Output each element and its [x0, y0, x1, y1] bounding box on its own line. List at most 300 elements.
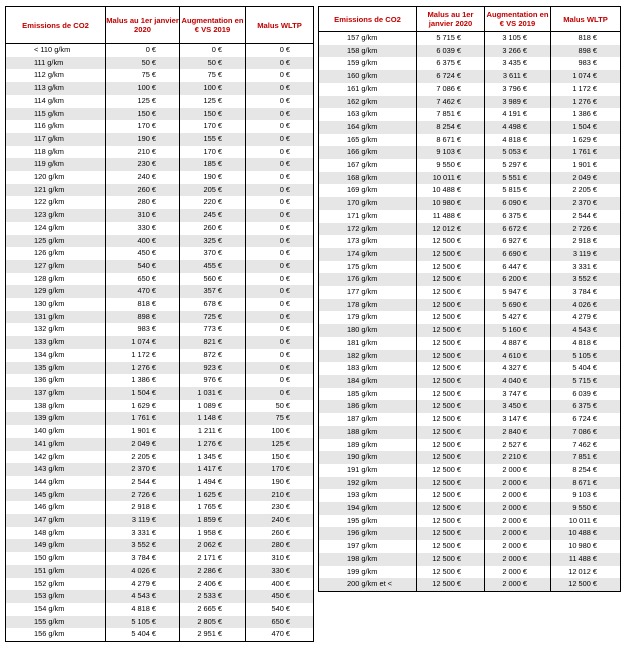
table-row — [319, 235, 621, 248]
cell-emissions: 200 g/km et < — [319, 578, 417, 591]
cell-augmentation: 2 665 € — [180, 603, 246, 616]
cell-emissions: 189 g/km — [319, 439, 417, 452]
table-row — [319, 96, 621, 109]
cell-augmentation: 220 € — [180, 196, 246, 209]
cell-malus-wltp: 1 386 € — [551, 108, 621, 121]
cell-emissions: 123 g/km — [6, 209, 106, 222]
cell-malus-wltp: 0 € — [246, 158, 314, 171]
cell-malus-2020: 12 500 € — [417, 502, 485, 515]
table-body-left — [6, 44, 314, 642]
cell-emissions: 130 g/km — [6, 298, 106, 311]
table-row — [319, 426, 621, 439]
cell-malus-2020: 6 375 € — [417, 57, 485, 70]
cell-emissions: 137 g/km — [6, 387, 106, 400]
cell-malus-2020: 1 901 € — [106, 425, 180, 438]
cell-malus-2020: 12 500 € — [417, 451, 485, 464]
cell-malus-wltp: 7 462 € — [551, 439, 621, 452]
cell-malus-2020: 12 500 € — [417, 286, 485, 299]
cell-emissions: 126 g/km — [6, 247, 106, 260]
cell-malus-2020: 2 726 € — [106, 489, 180, 502]
cell-malus-2020: 12 500 € — [417, 489, 485, 502]
table-row — [319, 108, 621, 121]
cell-malus-2020: 12 500 € — [417, 413, 485, 426]
cell-malus-2020: 12 500 € — [417, 515, 485, 528]
table-row — [6, 463, 314, 476]
cell-emissions: 174 g/km — [319, 248, 417, 261]
cell-malus-wltp: 11 488 € — [551, 553, 621, 566]
cell-malus-wltp: 0 € — [246, 133, 314, 146]
cell-augmentation: 260 € — [180, 222, 246, 235]
cell-augmentation: 1 031 € — [180, 387, 246, 400]
table-row — [6, 336, 314, 349]
cell-malus-2020: 12 500 € — [417, 426, 485, 439]
table-row — [319, 32, 621, 45]
cell-malus-wltp: 450 € — [246, 590, 314, 603]
table-row — [319, 527, 621, 540]
cell-malus-wltp: 9 103 € — [551, 489, 621, 502]
cell-emissions: 167 g/km — [319, 159, 417, 172]
cell-malus-2020: 330 € — [106, 222, 180, 235]
cell-augmentation: 2 951 € — [180, 628, 246, 641]
cell-augmentation: 4 610 € — [485, 350, 551, 363]
cell-emissions: 190 g/km — [319, 451, 417, 464]
cell-augmentation: 3 450 € — [485, 400, 551, 413]
cell-malus-2020: 2 918 € — [106, 501, 180, 514]
cell-emissions: 161 g/km — [319, 83, 417, 96]
cell-augmentation: 1 345 € — [180, 451, 246, 464]
cell-augmentation: 100 € — [180, 82, 246, 95]
cell-malus-2020: 898 € — [106, 311, 180, 324]
table-row — [319, 261, 621, 274]
cell-augmentation: 2 000 € — [485, 527, 551, 540]
table-row — [319, 248, 621, 261]
cell-malus-wltp: 310 € — [246, 552, 314, 565]
cell-malus-2020: 12 500 € — [417, 527, 485, 540]
cell-malus-2020: 4 543 € — [106, 590, 180, 603]
cell-emissions: 124 g/km — [6, 222, 106, 235]
table-row — [319, 477, 621, 490]
cell-emissions: 180 g/km — [319, 324, 417, 337]
cell-emissions: 118 g/km — [6, 146, 106, 159]
table-row — [6, 209, 314, 222]
cell-emissions: 127 g/km — [6, 260, 106, 273]
cell-augmentation: 2 000 € — [485, 553, 551, 566]
cell-augmentation: 5 947 € — [485, 286, 551, 299]
cell-emissions: 148 g/km — [6, 527, 106, 540]
cell-malus-wltp: 2 918 € — [551, 235, 621, 248]
cell-augmentation: 2 171 € — [180, 552, 246, 565]
table-row — [319, 451, 621, 464]
cell-emissions: 168 g/km — [319, 172, 417, 185]
cell-emissions: 195 g/km — [319, 515, 417, 528]
cell-augmentation: 170 € — [180, 120, 246, 133]
cell-malus-wltp: 1 629 € — [551, 134, 621, 147]
cell-augmentation: 3 147 € — [485, 413, 551, 426]
cell-malus-2020: 12 500 € — [417, 299, 485, 312]
table-row — [6, 82, 314, 95]
table-row — [6, 527, 314, 540]
cell-malus-wltp: 2 205 € — [551, 184, 621, 197]
cell-augmentation: 2 000 € — [485, 477, 551, 490]
cell-augmentation: 4 327 € — [485, 362, 551, 375]
cell-emissions: 184 g/km — [319, 375, 417, 388]
cell-malus-wltp: 470 € — [246, 628, 314, 641]
cell-emissions: 116 g/km — [6, 120, 106, 133]
cell-malus-wltp: 0 € — [246, 44, 314, 57]
cell-malus-wltp: 4 818 € — [551, 337, 621, 350]
table-row — [6, 451, 314, 464]
cell-augmentation: 2 000 € — [485, 489, 551, 502]
cell-augmentation: 150 € — [180, 108, 246, 121]
cell-augmentation: 5 690 € — [485, 299, 551, 312]
cell-augmentation: 50 € — [180, 57, 246, 70]
cell-malus-wltp: 3 331 € — [551, 261, 621, 274]
table-row — [6, 590, 314, 603]
cell-malus-wltp: 240 € — [246, 514, 314, 527]
cell-emissions: 166 g/km — [319, 146, 417, 159]
cell-augmentation: 2 527 € — [485, 439, 551, 452]
cell-malus-wltp: 0 € — [246, 247, 314, 260]
cell-malus-wltp: 0 € — [246, 374, 314, 387]
cell-malus-2020: 1 276 € — [106, 362, 180, 375]
cell-malus-2020: 8 671 € — [417, 134, 485, 147]
cell-malus-wltp: 50 € — [246, 400, 314, 413]
cell-malus-wltp: 1 276 € — [551, 96, 621, 109]
header-row — [6, 7, 314, 44]
cell-malus-2020: 7 462 € — [417, 96, 485, 109]
cell-augmentation: 185 € — [180, 158, 246, 171]
cell-emissions: 119 g/km — [6, 158, 106, 171]
table-row — [319, 172, 621, 185]
table-row — [319, 223, 621, 236]
cell-augmentation: 357 € — [180, 285, 246, 298]
cell-augmentation: 5 160 € — [485, 324, 551, 337]
cell-malus-2020: 10 488 € — [417, 184, 485, 197]
cell-malus-2020: 2 370 € — [106, 463, 180, 476]
cell-augmentation: 3 747 € — [485, 388, 551, 401]
table-row — [6, 222, 314, 235]
cell-augmentation: 2 286 € — [180, 565, 246, 578]
cell-malus-2020: 12 500 € — [417, 350, 485, 363]
cell-augmentation: 3 796 € — [485, 83, 551, 96]
table-row — [319, 159, 621, 172]
cell-augmentation: 5 427 € — [485, 311, 551, 324]
cell-malus-2020: 150 € — [106, 108, 180, 121]
cell-emissions: 111 g/km — [6, 57, 106, 70]
cell-emissions: 140 g/km — [6, 425, 106, 438]
cell-malus-2020: 12 500 € — [417, 311, 485, 324]
cell-emissions: 154 g/km — [6, 603, 106, 616]
cell-emissions: 136 g/km — [6, 374, 106, 387]
table-row — [6, 514, 314, 527]
cell-malus-2020: 650 € — [106, 273, 180, 286]
cell-malus-wltp: 8 671 € — [551, 477, 621, 490]
cell-emissions: 131 g/km — [6, 311, 106, 324]
cell-malus-2020: 12 500 € — [417, 566, 485, 579]
table-row — [319, 83, 621, 96]
cell-malus-2020: 3 331 € — [106, 527, 180, 540]
cell-emissions: 165 g/km — [319, 134, 417, 147]
cell-augmentation: 821 € — [180, 336, 246, 349]
cell-augmentation: 370 € — [180, 247, 246, 260]
table-row — [319, 184, 621, 197]
cell-emissions: 176 g/km — [319, 273, 417, 286]
table-row — [319, 578, 621, 591]
table-row — [319, 489, 621, 502]
cell-augmentation: 2 805 € — [180, 616, 246, 629]
table-row — [319, 197, 621, 210]
cell-malus-wltp: 4 279 € — [551, 311, 621, 324]
cell-emissions: 128 g/km — [6, 273, 106, 286]
cell-malus-2020: 5 105 € — [106, 616, 180, 629]
cell-malus-2020: 1 629 € — [106, 400, 180, 413]
cell-malus-2020: 8 254 € — [417, 121, 485, 134]
cell-emissions: 155 g/km — [6, 616, 106, 629]
table-row — [6, 425, 314, 438]
table-row — [319, 566, 621, 579]
table-row — [319, 515, 621, 528]
header-augmentation: Augmentation en € VS 2019 — [485, 7, 551, 32]
cell-emissions: 186 g/km — [319, 400, 417, 413]
cell-malus-wltp: 1 074 € — [551, 70, 621, 83]
malus-table-right — [318, 6, 621, 592]
table-row — [319, 375, 621, 388]
cell-malus-2020: 12 500 € — [417, 273, 485, 286]
cell-malus-2020: 125 € — [106, 95, 180, 108]
cell-emissions: 117 g/km — [6, 133, 106, 146]
table-row — [319, 121, 621, 134]
cell-malus-2020: 12 500 € — [417, 540, 485, 553]
cell-malus-2020: 12 500 € — [417, 400, 485, 413]
malus-table-left — [5, 6, 314, 642]
cell-malus-wltp: 150 € — [246, 451, 314, 464]
cell-emissions: 173 g/km — [319, 235, 417, 248]
header-emissions: Emissions de CO2 — [6, 7, 106, 44]
cell-malus-wltp: 0 € — [246, 184, 314, 197]
cell-emissions: 142 g/km — [6, 451, 106, 464]
cell-malus-wltp: 2 370 € — [551, 197, 621, 210]
cell-malus-wltp: 0 € — [246, 260, 314, 273]
cell-augmentation: 155 € — [180, 133, 246, 146]
table-row — [6, 311, 314, 324]
cell-malus-wltp: 9 550 € — [551, 502, 621, 515]
cell-emissions: 147 g/km — [6, 514, 106, 527]
cell-malus-2020: 983 € — [106, 323, 180, 336]
cell-malus-wltp: 0 € — [246, 69, 314, 82]
table-row — [6, 44, 314, 57]
cell-emissions: 121 g/km — [6, 184, 106, 197]
cell-augmentation: 3 435 € — [485, 57, 551, 70]
table-row — [6, 565, 314, 578]
cell-emissions: 146 g/km — [6, 501, 106, 514]
cell-malus-wltp: 280 € — [246, 539, 314, 552]
cell-malus-2020: 280 € — [106, 196, 180, 209]
cell-emissions: 113 g/km — [6, 82, 106, 95]
table-row — [6, 387, 314, 400]
cell-malus-wltp: 10 980 € — [551, 540, 621, 553]
cell-emissions: 132 g/km — [6, 323, 106, 336]
table-row — [6, 616, 314, 629]
cell-augmentation: 455 € — [180, 260, 246, 273]
cell-malus-wltp: 0 € — [246, 311, 314, 324]
table-row — [6, 603, 314, 616]
cell-malus-wltp: 0 € — [246, 171, 314, 184]
cell-emissions: 133 g/km — [6, 336, 106, 349]
table-row — [6, 501, 314, 514]
header-row — [319, 7, 621, 32]
cell-malus-wltp: 540 € — [246, 603, 314, 616]
table-row — [319, 540, 621, 553]
table-row — [319, 388, 621, 401]
table-row — [319, 350, 621, 363]
table-row — [6, 95, 314, 108]
cell-emissions: 149 g/km — [6, 539, 106, 552]
table-row — [319, 311, 621, 324]
cell-emissions: 181 g/km — [319, 337, 417, 350]
cell-malus-wltp: 0 € — [246, 222, 314, 235]
cell-emissions: < 110 g/km — [6, 44, 106, 57]
cell-augmentation: 3 266 € — [485, 45, 551, 58]
cell-augmentation: 2 406 € — [180, 578, 246, 591]
table-row — [319, 337, 621, 350]
table-row — [6, 171, 314, 184]
cell-augmentation: 678 € — [180, 298, 246, 311]
table-row — [6, 476, 314, 489]
cell-malus-2020: 1 074 € — [106, 336, 180, 349]
cell-malus-2020: 230 € — [106, 158, 180, 171]
table-row — [319, 502, 621, 515]
cell-malus-wltp: 3 784 € — [551, 286, 621, 299]
cell-malus-wltp: 190 € — [246, 476, 314, 489]
cell-augmentation: 773 € — [180, 323, 246, 336]
table-row — [6, 184, 314, 197]
cell-augmentation: 976 € — [180, 374, 246, 387]
cell-augmentation: 3 105 € — [485, 32, 551, 45]
cell-emissions: 198 g/km — [319, 553, 417, 566]
cell-augmentation: 1 276 € — [180, 438, 246, 451]
cell-malus-wltp: 0 € — [246, 298, 314, 311]
cell-augmentation: 1 625 € — [180, 489, 246, 502]
cell-malus-2020: 310 € — [106, 209, 180, 222]
cell-malus-wltp: 0 € — [246, 323, 314, 336]
cell-emissions: 112 g/km — [6, 69, 106, 82]
cell-malus-2020: 3 119 € — [106, 514, 180, 527]
cell-augmentation: 2 062 € — [180, 539, 246, 552]
cell-malus-wltp: 3 552 € — [551, 273, 621, 286]
cell-malus-wltp: 0 € — [246, 196, 314, 209]
cell-augmentation: 6 690 € — [485, 248, 551, 261]
cell-augmentation: 190 € — [180, 171, 246, 184]
table-row — [6, 539, 314, 552]
cell-emissions: 175 g/km — [319, 261, 417, 274]
cell-malus-wltp: 230 € — [246, 501, 314, 514]
cell-malus-2020: 400 € — [106, 235, 180, 248]
cell-augmentation: 5 815 € — [485, 184, 551, 197]
cell-augmentation: 6 090 € — [485, 197, 551, 210]
cell-emissions: 139 g/km — [6, 412, 106, 425]
cell-malus-2020: 12 500 € — [417, 578, 485, 591]
cell-augmentation: 2 000 € — [485, 540, 551, 553]
cell-emissions: 183 g/km — [319, 362, 417, 375]
cell-emissions: 120 g/km — [6, 171, 106, 184]
cell-malus-wltp: 0 € — [246, 349, 314, 362]
cell-malus-wltp: 100 € — [246, 425, 314, 438]
cell-malus-2020: 11 488 € — [417, 210, 485, 223]
cell-malus-2020: 12 500 € — [417, 248, 485, 261]
cell-augmentation: 205 € — [180, 184, 246, 197]
cell-augmentation: 1 089 € — [180, 400, 246, 413]
table-body-right — [319, 32, 621, 592]
cell-augmentation: 170 € — [180, 146, 246, 159]
cell-emissions: 171 g/km — [319, 210, 417, 223]
cell-augmentation: 1 765 € — [180, 501, 246, 514]
cell-malus-wltp: 0 € — [246, 336, 314, 349]
table-row — [6, 285, 314, 298]
cell-emissions: 125 g/km — [6, 235, 106, 248]
cell-malus-2020: 4 818 € — [106, 603, 180, 616]
cell-malus-2020: 12 012 € — [417, 223, 485, 236]
table-row — [319, 362, 621, 375]
cell-malus-2020: 2 205 € — [106, 451, 180, 464]
cell-malus-wltp: 983 € — [551, 57, 621, 70]
cell-malus-2020: 100 € — [106, 82, 180, 95]
cell-emissions: 178 g/km — [319, 299, 417, 312]
table-row — [6, 196, 314, 209]
table-row — [319, 210, 621, 223]
cell-malus-2020: 5 715 € — [417, 32, 485, 45]
cell-augmentation: 2 000 € — [485, 502, 551, 515]
cell-augmentation: 5 551 € — [485, 172, 551, 185]
cell-emissions: 153 g/km — [6, 590, 106, 603]
cell-augmentation: 2 210 € — [485, 451, 551, 464]
cell-augmentation: 1 148 € — [180, 412, 246, 425]
cell-augmentation: 1 958 € — [180, 527, 246, 540]
cell-malus-wltp: 12 012 € — [551, 566, 621, 579]
header-malus-2020: Malus au 1er janvier 2020 — [106, 7, 180, 44]
table-row — [6, 57, 314, 70]
table-row — [6, 158, 314, 171]
cell-emissions: 170 g/km — [319, 197, 417, 210]
cell-malus-wltp: 0 € — [246, 95, 314, 108]
table-row — [319, 273, 621, 286]
cell-augmentation: 6 375 € — [485, 210, 551, 223]
cell-augmentation: 6 672 € — [485, 223, 551, 236]
cell-emissions: 196 g/km — [319, 527, 417, 540]
cell-emissions: 141 g/km — [6, 438, 106, 451]
cell-augmentation: 0 € — [180, 44, 246, 57]
cell-malus-2020: 12 500 € — [417, 477, 485, 490]
cell-malus-2020: 7 086 € — [417, 83, 485, 96]
cell-augmentation: 5 053 € — [485, 146, 551, 159]
cell-malus-wltp: 210 € — [246, 489, 314, 502]
cell-emissions: 138 g/km — [6, 400, 106, 413]
cell-malus-2020: 12 500 € — [417, 553, 485, 566]
cell-augmentation: 2 000 € — [485, 464, 551, 477]
cell-malus-wltp: 1 901 € — [551, 159, 621, 172]
cell-malus-2020: 190 € — [106, 133, 180, 146]
cell-malus-wltp: 330 € — [246, 565, 314, 578]
table-row — [319, 146, 621, 159]
cell-malus-2020: 10 980 € — [417, 197, 485, 210]
table-row — [6, 323, 314, 336]
cell-malus-2020: 470 € — [106, 285, 180, 298]
table-row — [319, 57, 621, 70]
table-row — [319, 70, 621, 83]
cell-augmentation: 923 € — [180, 362, 246, 375]
cell-malus-2020: 6 724 € — [417, 70, 485, 83]
table-row — [6, 273, 314, 286]
cell-malus-wltp: 0 € — [246, 57, 314, 70]
